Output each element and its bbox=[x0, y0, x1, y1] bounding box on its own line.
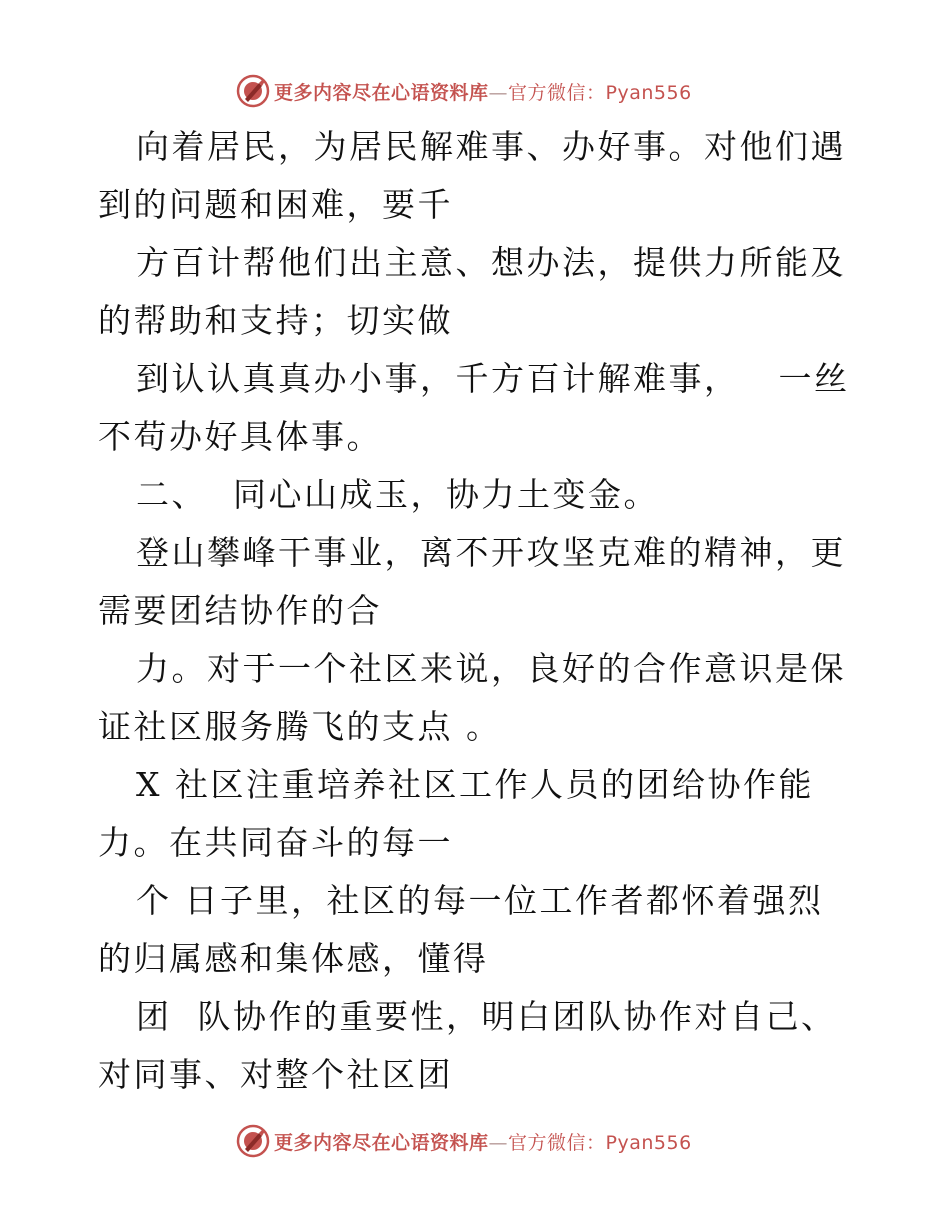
paragraph: 向着居民，为居民解难事、办好事。对他们遇到的问题和困难，要千 bbox=[98, 127, 846, 224]
paragraph: 登山攀峰干事业，离不开攻坚克难的精神，更需要团结协作的合 bbox=[98, 533, 846, 630]
banner-wechat-id: Pyan556 bbox=[605, 1131, 692, 1154]
banner-wechat-label: 官方微信： bbox=[508, 81, 606, 104]
paragraph: 到认认真真办小事，千方百计解难事， 一丝不苟办好具体事。 bbox=[98, 359, 850, 456]
paragraph: 方百计帮他们出主意、想办法，提供力所能及的帮助和支持；切实做 bbox=[98, 243, 846, 340]
banner-separator: — bbox=[488, 81, 509, 104]
banner-text bbox=[274, 1128, 692, 1155]
banner-main-text: 更多内容尽在心语资料库 bbox=[274, 81, 489, 104]
document-body bbox=[98, 118, 858, 1104]
logo-pen-icon bbox=[236, 74, 270, 108]
section-heading: 二、 同心山成玉，协力土变金。 bbox=[136, 475, 659, 514]
paragraph: 力。对于一个社区来说，良好的合作意识是保证社区服务腾飞的支点 。 bbox=[98, 649, 846, 746]
paragraph: X 社区注重培养社区工作人员的团给协作能力。在共同奋斗的每一 bbox=[98, 765, 814, 862]
banner-text bbox=[274, 78, 692, 105]
paragraph: 个 日子里，社区的每一位工作者都怀着强烈的归属感和集体感，懂得 bbox=[98, 881, 824, 978]
paragraph: 团 队协作的重要性，明白团队协作对自己、对同事、对整个社区团 bbox=[98, 997, 837, 1094]
logo-pen-icon bbox=[236, 1124, 270, 1158]
banner-separator: — bbox=[488, 1131, 509, 1154]
banner-wechat-id: Pyan556 bbox=[605, 81, 692, 104]
banner-main-text: 更多内容尽在心语资料库 bbox=[274, 1131, 489, 1154]
header-banner bbox=[236, 74, 756, 108]
footer-banner bbox=[236, 1124, 756, 1158]
banner-wechat-label: 官方微信： bbox=[508, 1131, 606, 1154]
